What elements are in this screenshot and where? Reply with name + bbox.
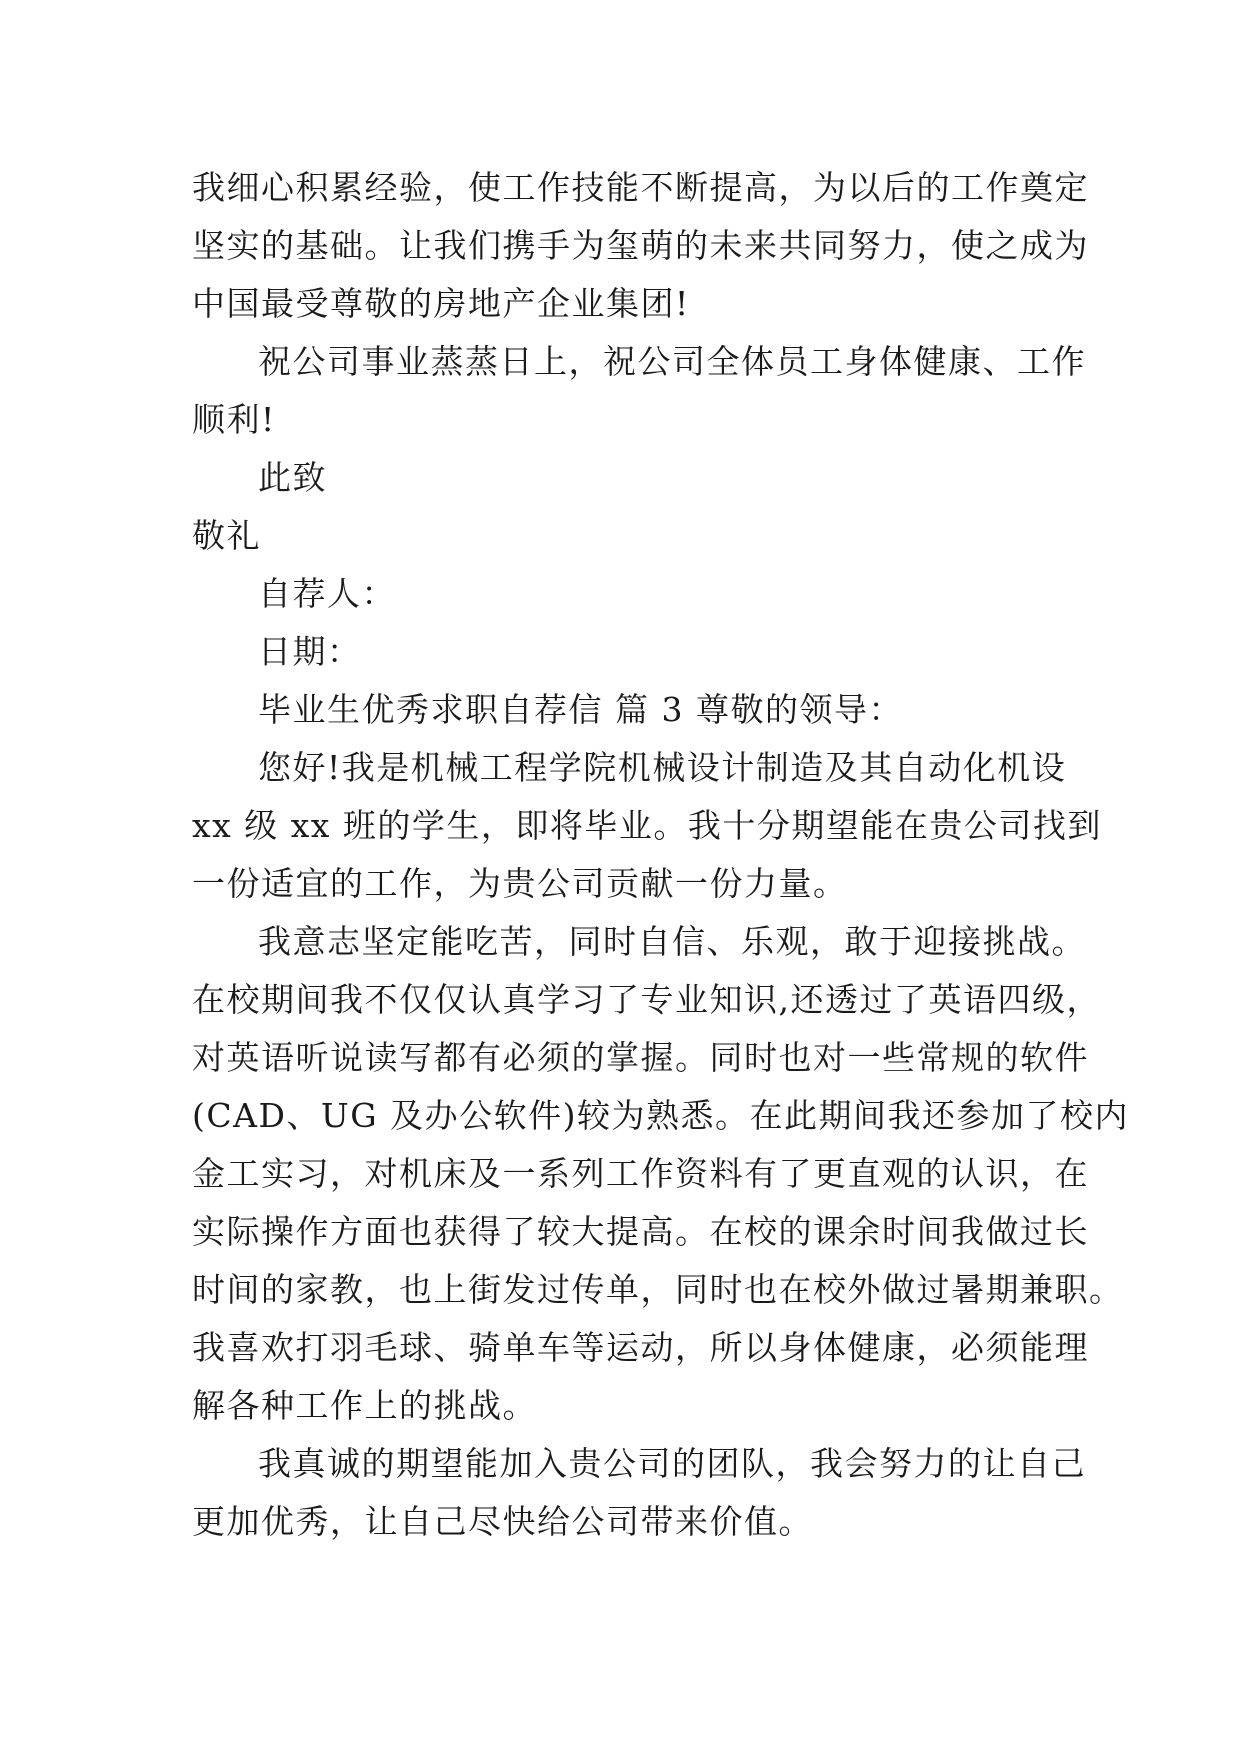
text-line: 中国最受尊敬的房地产企业集团! bbox=[192, 284, 690, 323]
text-line: xx 级 xx 班的学生，即将毕业。我十分期望能在贵公司找到 bbox=[192, 806, 1102, 845]
text-line: 我喜欢打羽毛球、骑单车等运动，所以身体健康，必须能理 bbox=[192, 1328, 1089, 1367]
text-line: 时间的家教，也上街发过传单，同时也在校外做过暑期兼职。 bbox=[192, 1270, 1124, 1309]
text-line: 我细心积累经验，使工作技能不断提高，为以后的工作奠定 bbox=[192, 168, 1089, 207]
text-line: 我真诚的期望能加入贵公司的团队，我会努力的让自己 bbox=[258, 1444, 1086, 1483]
text-line: 一份适宜的工作，为贵公司贡献一份力量。 bbox=[192, 864, 848, 903]
text-line: 更加优秀，让自己尽快给公司带来价值。 bbox=[192, 1502, 813, 1541]
section-heading: 毕业生优秀求职自荐信 篇 3 尊敬的领导： bbox=[258, 690, 903, 729]
text-line: 金工实习，对机床及一系列工作资料有了更直观的认识，在 bbox=[192, 1154, 1089, 1193]
text-line: 我意志坚定能吃苦，同时自信、乐观，敢于迎接挑战。 bbox=[258, 922, 1086, 961]
text-line: (CAD、UG 及办公软件)较为熟悉。在此期间我还参加了校内 bbox=[192, 1096, 1129, 1135]
text-line: 顺利! bbox=[192, 400, 276, 439]
text-line: 对英语听说读写都有必须的掌握。同时也对一些常规的软件 bbox=[192, 1038, 1089, 1077]
text-line: 祝公司事业蒸蒸日上，祝公司全体员工身体健康、工作 bbox=[258, 342, 1086, 381]
text-line: 您好!我是机械工程学院机械设计制造及其自动化机设 bbox=[258, 748, 1067, 787]
text-line: 解各种工作上的挑战。 bbox=[192, 1386, 537, 1425]
text-line: 此致 bbox=[258, 458, 327, 497]
text-line: 实际操作方面也获得了较大提高。在校的课余时间我做过长 bbox=[192, 1212, 1089, 1251]
text-line: 自荐人： bbox=[258, 574, 396, 613]
text-line: 日期： bbox=[258, 632, 362, 671]
text-line: 在校期间我不仅仅认真学习了专业知识,还透过了英语四级， bbox=[192, 980, 1101, 1019]
text-line: 坚实的基础。让我们携手为玺萌的未来共同努力，使之成为 bbox=[192, 226, 1089, 265]
text-line: 敬礼 bbox=[192, 516, 261, 555]
